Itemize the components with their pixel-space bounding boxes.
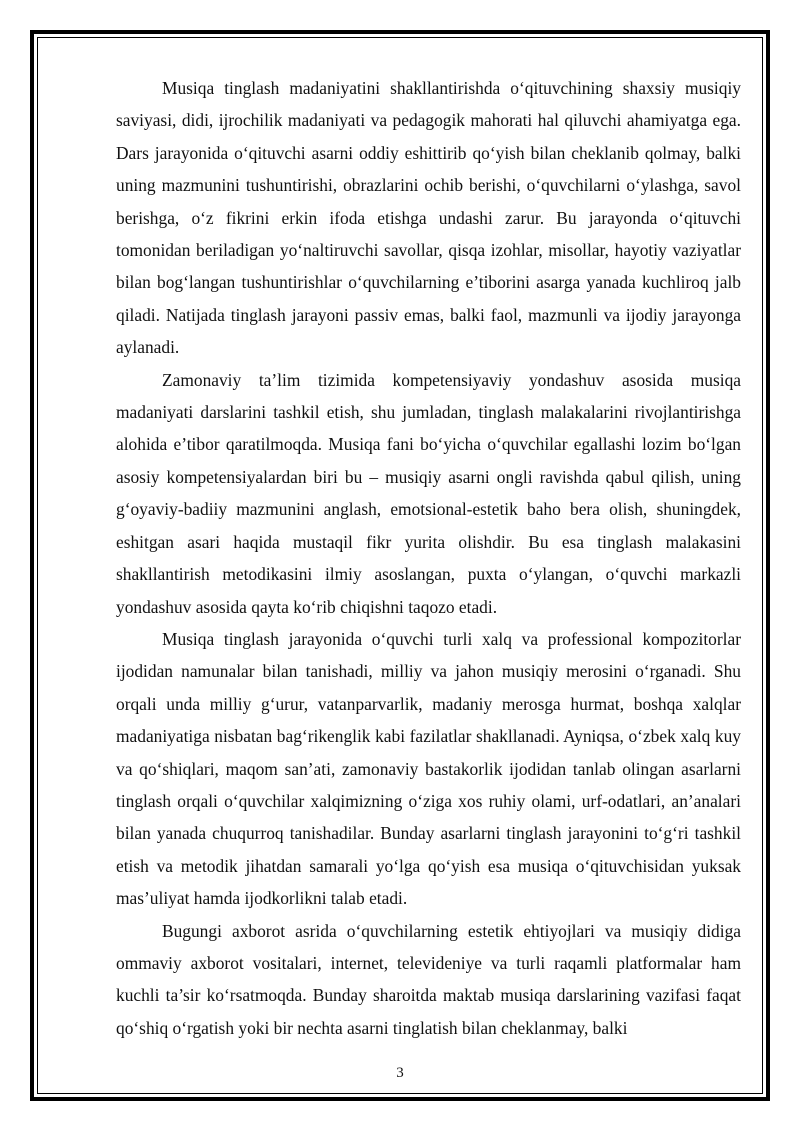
paragraph-2: Zamonaviy ta’lim tizimida kompetensiyaviy yondashuv asosida musiqa madaniyati darslarini tashkil etish, shu jumladan, tinglash malakalarini rivojlantirishga alohida e’tibor qaratilmoqda. Musiqa fani boʻyicha oʻquvchilar egallashi lozim boʻlgan asosiy kompetensiyalardan biri bu – musiqiy asarni ongli ravishda qabul qilish, uning gʻoyaviy-badiiy mazmunini anglash, emotsional-estetik baho bera olish, shuningdek, eshitgan asari haqida mustaqil fikr yurita olishdir. Bu esa tinglash malakasini shakllantirish metodikasini ilmiy asoslangan, puxta oʻylangan, oʻquvchi markazli yondashuv asosida qayta koʻrib chiqishni taqozo etadi.: [116, 369, 741, 617]
page-number: 3: [396, 1065, 404, 1081]
paragraph-4: Bugungi axborot asrida oʻquvchilarning estetik ehtiyojlari va musiqiy didiga ommaviy axborot vositalari, internet, televideniye va turli raqamli platformalar ham kuchli ta’sir koʻrsatmoqda. Bunday sharoitda maktab musiqa darslarining vazifasi faqat qoʻshiq oʻrgatish yoki bir nechta asarni tinglatish bilan cheklanmay, balki: [116, 920, 741, 1038]
paragraph-1: Musiqa tinglash madaniyatini shakllantirishda oʻqituvchining shaxsiy musiqiy saviyasi, didi, ijrochilik madaniyati va pedagogik mahorati hal qiluvchi ahamiyatga ega. Dars jarayonida oʻqituvchi asarni oddiy eshittirib qoʻyish bilan cheklanib qolmay, balki uning mazmunini tushuntirishi, obrazlarini ochib berishi, oʻquvchilarni oʻylashga, savol berishga, oʻz fikrini erkin ifoda etishga undashi zarur. Bu jarayonda oʻqituvchi tomonidan beriladigan yoʻnaltiruvchi savollar, qisqa izohlar, misollar, hayotiy vaziyatlar bilan bogʻlangan tushuntirishlar oʻquvchilarning e’tiborini asarga yanada kuchliroq jalb qiladi. Natijada tinglash jarayoni passiv emas, balki faol, mazmunli va ijodiy jarayonga aylanadi.: [116, 78, 741, 358]
page-body: [116, 72, 741, 1044]
paragraph-3: Musiqa tinglash jarayonida oʻquvchi turli xalq va professional kompozitorlar ijodidan namunalar bilan tanishadi, milliy va jahon musiqiy merosini oʻrganadi. Shu orqali unda milliy gʻurur, vatanparvarlik, madaniy merosga hurmat, boshqa xalqlar madaniyatiga nisbatan bagʻrikenglik kabi fazilatlar shakllanadi. Ayniqsa, oʻzbek xalq kuy va qoʻshiqlari, maqom san’ati, zamonaviy bastakorlik ijodidan tanlab olingan asarlarni tinglash orqali oʻquvchilar xalqimizning oʻziga xos ruhiy olami, urf-odatlari, an’analari bilan yanada chuqurroq tanishadilar. Bunday asarlarni tinglash jarayonini toʻgʻri tashkil etish va metodik jihatdan samarali yoʻlga qoʻyish esa musiqa oʻqituvchisidan yuksak mas’uliyat hamda ijodkorlikni talab etadi.: [116, 628, 741, 909]
